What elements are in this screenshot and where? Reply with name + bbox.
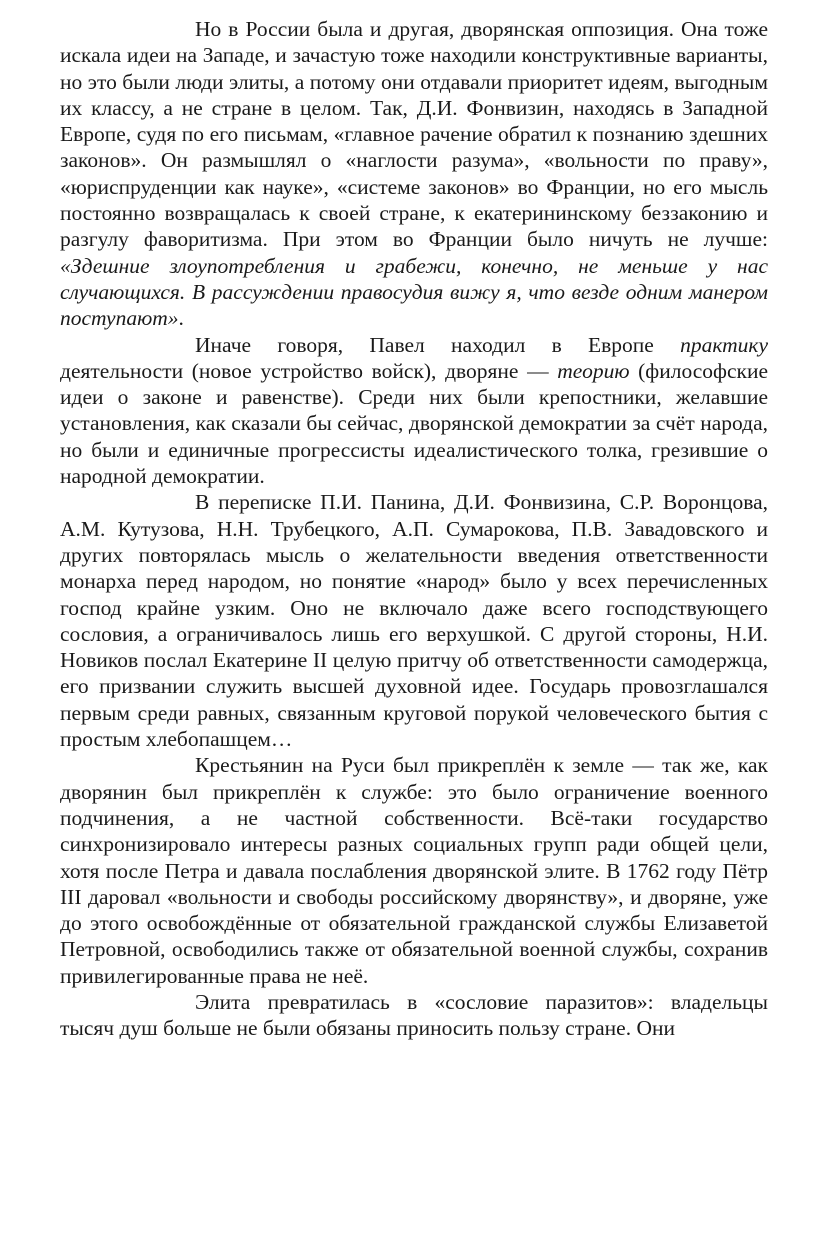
paragraph-4: [60, 752, 768, 989]
paragraph-2-text: Иначе говоря, Павел находил в Европе: [195, 332, 681, 357]
paragraph-2-theory: теорию: [557, 358, 630, 383]
paragraph-2: [60, 332, 768, 490]
paragraph-1-quote: «Здешние злоупотребления и грабежи, конечно, не меньше у нас случающихся. В рассуждении правосудия вижу я, что везде одним манером поступают»: [60, 253, 768, 331]
paragraph-1-text: Но в России была и другая, дворянская оппозиция. Она тоже искала идеи на Западе, и зачастую тоже находили конструктивные варианты, но это были люди элиты, а потому они отдавали приоритет идеям, выгодным их классу, а не стране в целом. Так, Д.И. Фонвизин, находясь в Западной Европе, судя по его письмам, «главное рачение обратил к познанию здешних законов». Он размышлял о «наглости разума», «вольности по праву», «юриспруденции как науке», «системе законов» во Франции, но его мысль постоянно возвращалась к своей стране, к екатерининскому беззаконию и разгулу фаворитизма. При этом во Франции было ничуть не лучше:: [60, 17, 768, 252]
paragraph-3: [60, 489, 768, 752]
paragraph-5-text: Элита превратилась в «сословие паразитов»: владельцы тысяч душ больше не были обязаны приносить пользу стране. Они: [60, 989, 768, 1041]
paragraph-5: [60, 989, 768, 1042]
document-page: [60, 16, 768, 1042]
paragraph-1-end: .: [178, 306, 184, 331]
paragraph-2-end: (философские идеи о законе и равенстве). Среди них были крепостники, желавшие установления, как сказали бы сейчас, дворянской демократии за счёт народа, но были и единичные прогрессисты идеалистического толка, грезившие о народной демократии.: [60, 358, 769, 489]
paragraph-2-mid: деятельности (новое устройство войск), дворяне —: [60, 358, 558, 383]
paragraph-1: [60, 16, 768, 332]
paragraph-4-text: Крестьянин на Руси был прикреплён к земле — так же, как дворянин был прикреплён к службе: это было ограничение военного подчинения, а не частной собственности. Всё-таки государство синхронизировало интересы разных социальных групп ради общей цели, хотя после Петра и давала послабления дворянской элите. В 1762 году Пётр III даровал «вольности и свободы российскому дворянству», и дворяне, уже до этого освобождённые от обязательной гражданской службы Елизаветой Петровной, освободились также от обязательной военной службы, сохранив привилегированные права не неё.: [60, 753, 768, 988]
paragraph-2-practice: практику: [680, 332, 768, 357]
paragraph-3-text: В переписке П.И. Панина, Д.И. Фонвизина, С.Р. Воронцова, А.М. Кутузова, Н.Н. Трубецкого, А.П. Сумарокова, П.В. Завадовского и других повторялась мысль о желательности введения ответственности монарха перед народом, но понятие «народ» было у всех перечисленных господ крайне узким. Оно не включало даже всего господствующего сословия, а ограничивалось лишь его верхушкой. С другой стороны, Н.И. Новиков послал Екатерине II целую притчу об ответственности самодержца, его призвании служить высшей духовной идее. Государь провозглашался первым среди равных, связанным круговой порукой человеческого бытия с простым хлебопашцем…: [60, 490, 768, 752]
